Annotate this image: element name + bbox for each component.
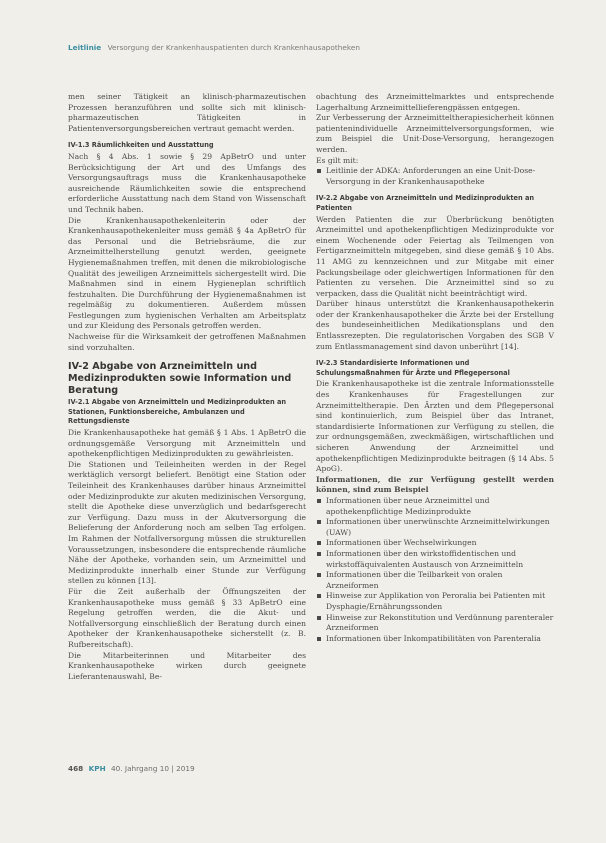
list-item: Informationen über Wechselwirkungen	[316, 538, 554, 549]
reference-list	[316, 166, 554, 187]
paragraph: Die Krankenhausapotheke hat gemäß § 1 Abs. 1 ApBetrO die ordnungsgemäße Versorgung mit Arzneimitteln und apothekenpflichtigen Medizinprodukten zu gewährleisten.	[68, 428, 306, 459]
paragraph: Darüber hinaus unterstützt die Krankenhausapothekerin oder der Krankenhausapotheker die Ärzte bei der Erstellung des bundeseinheitlichen Medikationsplans und den Entlassrezepten. Die regulatorischen Vorgaben des SGB V zum Entlassmanagement sind davon unberührt [14].	[316, 299, 554, 351]
list-item: Leitlinie der ADKA: Anforderungen an eine Unit-Dose-Versorgung in der Krankenhausapotheke	[316, 166, 554, 187]
paragraph: Die Mitarbeiterinnen und Mitarbeiter des Krankenhausapotheke wirken durch geeignete Lieferantenauswahl, Be-	[68, 650, 306, 681]
bold-intro: Informationen, die zur Verfügung gestellt werden können, sind zum Beispiel	[316, 474, 554, 495]
section-heading-iv-2-1: IV-2.1 Abgabe von Arzneimitteln und Medizinprodukten an Stationen, Funktionsbereiche, Ambulanzen und Rettungsdienste	[68, 398, 287, 426]
section-heading-iv-2-3: IV-2.3 Standardisierte Informationen und Schulungsmaßnahmen für Ärzte und Pflegepersonal	[316, 359, 510, 377]
page-number: 468	[68, 764, 84, 773]
page-footer	[68, 764, 195, 773]
paragraph: obachtung des Arzneimittelmarktes und entsprechende Lagerhaltung Arzneimittellieferengpässen entgegen.	[316, 92, 554, 112]
paragraph: Nach § 4 Abs. 1 sowie § 29 ApBetrO und unter Berücksichtigung der Art und des Umfangs des Versorgungsauftrags muss die Krankenhausapotheke ausreichende Räumlichkeiten sowie die entsprechend erforderliche Ausstattung nach dem Stand von Wissenschaft und Technik haben.	[68, 151, 306, 214]
running-header	[68, 43, 360, 52]
list-item: Informationen über den wirkstoffidentischen und wirkstoffäquivalenten Austausch von Arzneimitteln	[316, 549, 554, 570]
paragraph: Die Krankenhausapotheke ist die zentrale Informationsstelle des Krankenhauses für Fragestellungen zur Arzneimitteltherapie. Den Ärzten und dem Pflegepersonal sind kontinuierlich, zum Beispiel über das Intranet, standardisierte Informationen zur Verfügung zu stellen, die zur ordnungsgemäßen, zweckmäßigen, wirtschaftlichen und sicheren Anwendung der Arzneimittel und apothekenpflichtigen Medizinprodukte beitragen (§ 14 Abs. 5 ApoG).	[316, 379, 554, 474]
left-column	[68, 92, 306, 682]
intro-paragraph: men seiner Tätigkeit an klinisch-pharmazeutischen Prozessen heranzuführen und sollte sich mit klinisch-pharmazeutischen Tätigkeiten in Patientenversorgungsbereichen vertraut gemacht werden.	[68, 92, 306, 133]
issue-info: 40. Jahrgang 10 | 2019	[111, 764, 195, 773]
right-column	[316, 92, 554, 644]
es-gilt-label: Es gilt mit:	[316, 155, 359, 165]
information-list	[316, 496, 554, 644]
list-item: Informationen über neue Arzneimittel und apothekenpflichtige Medizinprodukte	[316, 496, 554, 517]
paragraph: Werden Patienten die zur Überbrückung benötigten Arzneimittel und apothekenpflichtigen Medizinprodukte vor einem Wochenende oder Feiertag als Teilmengen von Fertigarzneimitteln mitgegeben, sind diese gemäß § 10 Abs. 11 AMG zu kennzeichnen und zur Mitgabe mit einer Packungsbeilage oder gleichwertigen Informationen für den Patienten zu versehen. Die Arzneimittel sind so zu verpacken, dass die Qualität nicht beeinträchtigt wird.	[316, 214, 554, 298]
list-item: Hinweise zur Rekonstitution und Verdünnung parenteraler Arzneiformen	[316, 613, 554, 634]
list-item: Informationen über unerwünschte Arzneimittelwirkungen (UAW)	[316, 517, 554, 538]
list-item: Informationen über die Teilbarkeit von oralen Arzneiformen	[316, 570, 554, 591]
paragraph: Zur Verbesserung der Arzneimitteltherapiesicherheit können patientenindividuelle Arzneimittelversorgungsformen, wie zum Beispiel die Unit-Dose-Versorgung, herangezogen werden.	[316, 113, 554, 154]
paragraph: Nachweise für die Wirksamkeit der getroffenen Maßnahmen sind vorzuhalten.	[68, 332, 306, 352]
list-item: Hinweise zur Applikation von Peroralia bei Patienten mit Dysphagie/Ernährungssonden	[316, 591, 554, 612]
section-heading-iv-1-3: IV-1.3 Räumlichkeiten und Ausstattung	[68, 141, 214, 150]
magazine-name: KPH	[88, 764, 106, 773]
list-item: Informationen über Inkompatibilitäten von Parenteralia	[316, 634, 554, 645]
header-section-label: Leitlinie	[68, 43, 102, 52]
paragraph: Die Stationen und Teileinheiten werden in der Regel werktäglich versorgt beliefert. Benötigt eine Station oder Teileinheit des Krankenhauses darüber hinaus Arzneimittel oder Medizinprodukte zur akuten medizinischen Versorgung, stellt die Apotheke diese unverzüglich und bedarfsgerecht zur Verfügung. Dazu muss in der Akutversorgung die Belieferung der Anforderung noch am selben Tag erfolgen. Im Rahmen der Notfallversorgung müssen die strukturellen Voraussetzungen, insbesondere die entsprechende räumliche Nähe der Apotheke, vorhanden sein, um Arzneimittel und Medizinprodukte innerhalb einer Stunde zur Verfügung stellen zu können [13].	[68, 459, 306, 586]
chapter-heading-iv-2: IV-2 Abgabe von Arzneimitteln und Medizinprodukten sowie Information und Beratung	[68, 361, 292, 397]
paragraph: Für die Zeit außerhalb der Öffnungszeiten der Krankenhausapotheke muss gemäß § 33 ApBetrO eine Regelung getroffen werden, die die Akut- und Notfallversorgung einschließlich der Beratung durch einen Apotheker der Krankenhausapotheke sicherstellt (z. B. Rufbereitschaft).	[68, 586, 306, 649]
section-heading-iv-2-2: IV-2.2 Abgabe von Arzneimitteln und Medizinprodukten an Patienten	[316, 194, 535, 212]
header-title: Versorgung der Krankenhauspatienten durch Krankenhausapotheken	[107, 43, 360, 52]
paragraph: Die Krankenhausapothekenleiterin oder der Krankenhausapothekenleiter muss gemäß § 4a ApBetrO für das Personal und die Betriebsräume, die zur Arzneimittelherstellung genutzt werden, geeignete Hygienemaßnahmen treffen, mit denen die mikrobiologische Qualität des jeweiligen Arzneimittels sichergestellt wird. Die Maßnahmen sind in einem Hygieneplan schriftlich festzuhalten. Die Durchführung der Hygienemaßnahmen ist regelmäßig zu dokumentieren. Außerdem müssen Festlegungen zum hygienischen Verhalten am Arbeitsplatz und zur Kleidung des Personals getroffen werden.	[68, 215, 306, 331]
